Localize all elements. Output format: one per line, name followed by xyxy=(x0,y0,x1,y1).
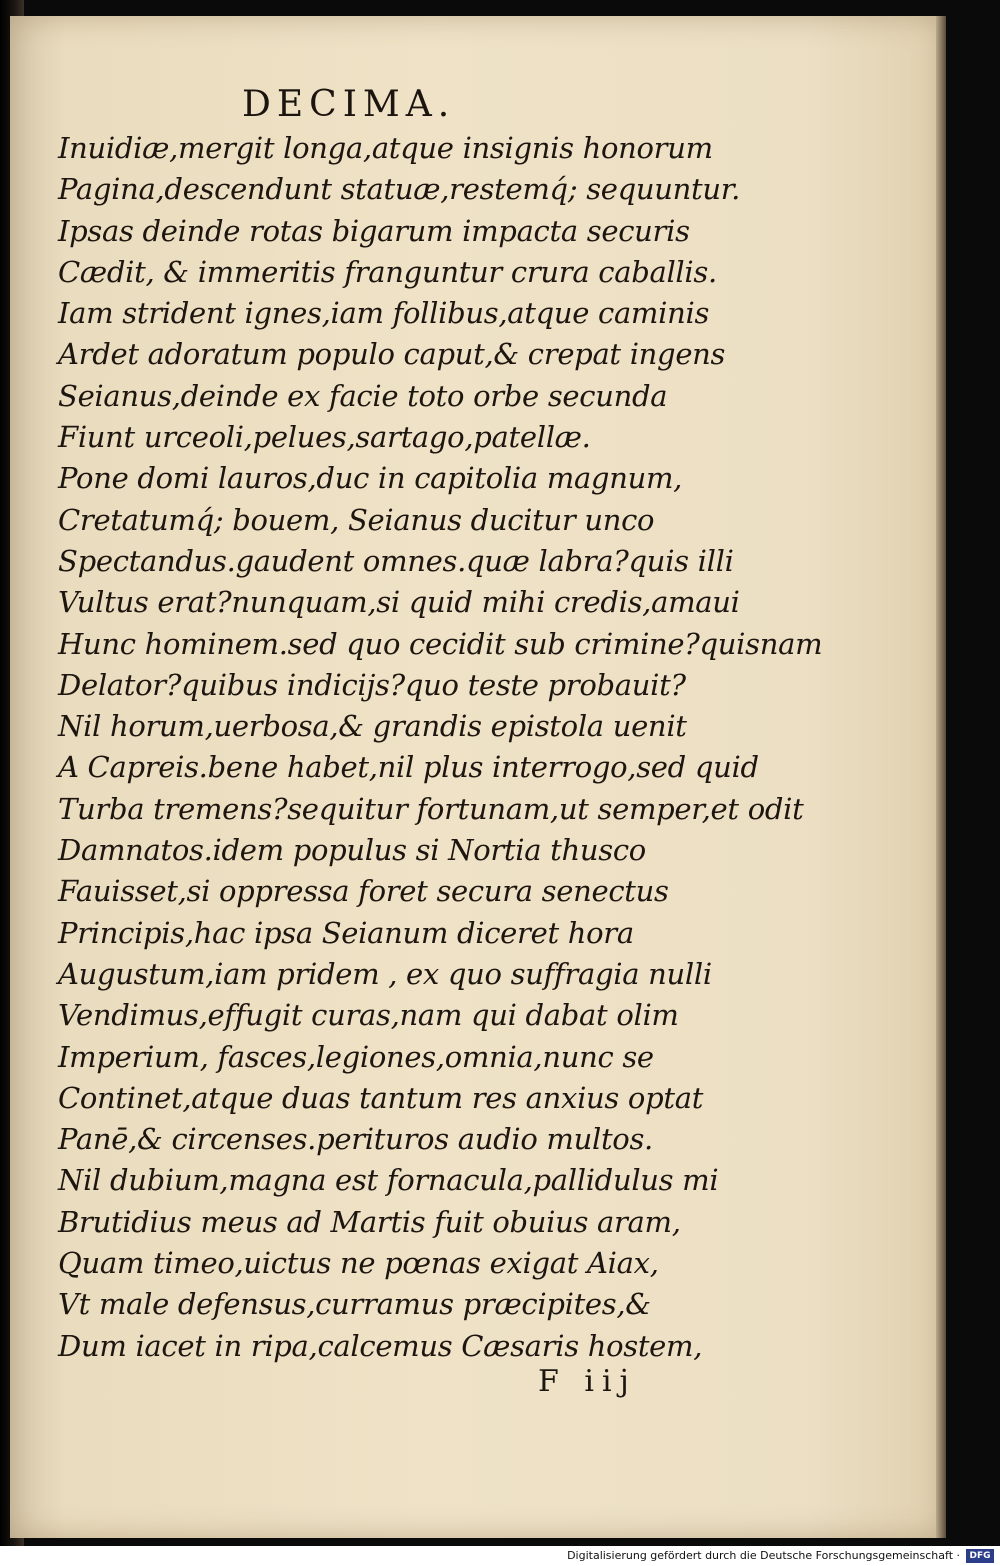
verse-line: Quam timeo,uictus ne pœnas exigat Aiax, xyxy=(58,1246,659,1281)
verse-line: Panē,& circenses.perituros audio multos. xyxy=(58,1122,653,1157)
funding-credit: Digitalisierung gefördert durch die Deutsche Forschungsgemeinschaft · xyxy=(567,1549,960,1562)
verse-line: Continet,atque duas tantum res anxius optat xyxy=(58,1080,704,1115)
verse-line: Hunc hominem.sed quo cecidit sub crimine?quisnam xyxy=(58,626,823,661)
verse-line: Cretatumq́; bouem, Seianus ducitur unco xyxy=(58,502,655,537)
verse-line: Principis,hac ipsa Seianum diceret hora xyxy=(58,915,634,950)
verse-line: Nil horum,uerbosa,& grandis epistola uenit xyxy=(58,709,687,744)
verse-line: Vultus erat?nunquam,si quid mihi credis,amaui xyxy=(58,585,740,620)
footer-bar xyxy=(0,1546,1000,1566)
verse-line: Turba tremens?sequitur fortunam,ut semper,et odit xyxy=(58,791,804,826)
dfg-logo-icon: DFG xyxy=(966,1549,994,1563)
verse-line: Seianus,deinde ex facie toto orbe secunda xyxy=(58,378,668,413)
verse-line: A Capreis.bene habet,nil plus interrogo,sed quid xyxy=(58,750,759,785)
verse-line: Ipsas deinde rotas bigarum impacta securis xyxy=(58,213,690,248)
verse-line: Inuidiæ,mergit longa,atque insignis honorum xyxy=(58,131,713,165)
verse-line: Fiunt urceoli,pelues,sartago,patellæ. xyxy=(58,420,591,455)
verse-line: Augustum,iam pridem , ex quo suffragia nulli xyxy=(58,956,712,991)
verse-line: Damnatos.idem populus si Nortia thusco xyxy=(58,833,646,868)
verse-line: Ardet adoratum populo caput,& crepat ingens xyxy=(58,337,726,372)
verse-text-block xyxy=(58,128,823,1367)
verse-line: Spectandus.gaudent omnes.quæ labra?quis illi xyxy=(58,543,734,578)
verse-line: Brutidius meus ad Martis fuit obuius aram, xyxy=(58,1204,681,1239)
page-edge xyxy=(936,16,946,1538)
verse-line: Nil dubium,magna est fornacula,pallidulus mi xyxy=(58,1163,719,1198)
verse-line: Vendimus,effugit curas,nam qui dabat olim xyxy=(58,998,679,1033)
verse-line: Iam strident ignes,iam follibus,atque caminis xyxy=(58,296,710,331)
verse-line: Fauisset,si oppressa foret secura senectus xyxy=(58,874,669,909)
verse-line: Pone domi lauros,duc in capitolia magnum, xyxy=(58,461,683,496)
verse-line: Vt male defensus,curramus præcipites,& xyxy=(58,1287,651,1322)
verse-line: Pagina,descendunt statuæ,restemq́; sequuntur. xyxy=(58,172,741,207)
verse-line: Imperium, fasces,legiones,omnia,nunc se xyxy=(58,1039,654,1074)
verse-line: Delator?quibus indicijs?quo teste probauit? xyxy=(58,667,686,702)
verse-line: Cædit, & immeritis franguntur crura caballis. xyxy=(58,254,717,289)
running-head: DECIMA. xyxy=(242,84,456,125)
signature-mark: F iij xyxy=(538,1364,637,1399)
verse-line: Dum iacet in ripa,calcemus Cæsaris hostem, xyxy=(58,1328,703,1363)
